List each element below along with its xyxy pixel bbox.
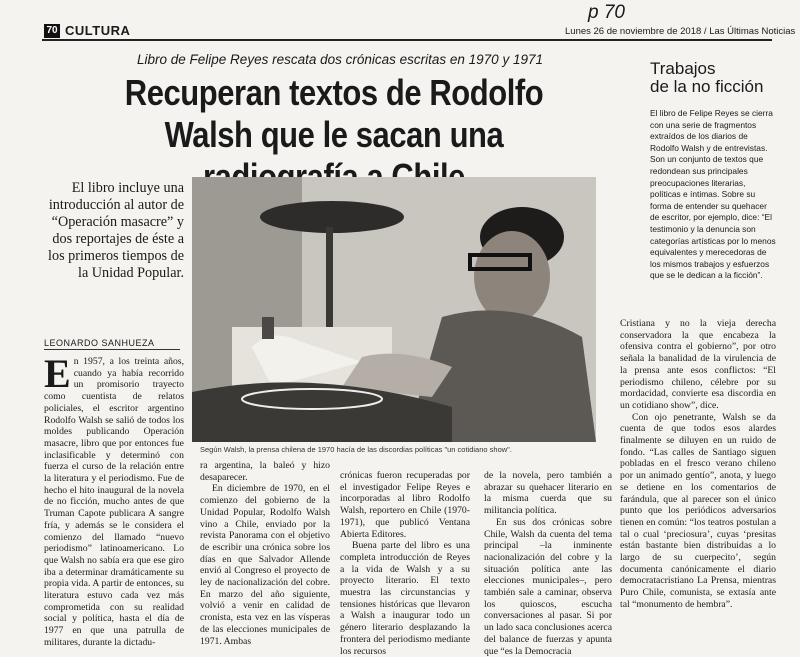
sidebar-body: El libro de Felipe Reyes se cierra con una serie de fragmentos extraídos de los diarios de Rodolfo Walsh y de entrevistas. Son un conjunto de textos que redondean sus principales preocupaciones literarias, políticas e íntimas. Sobre su forma de entender su quehacer de escritor, por ejemplo, dice: “El testimonio y la denuncia son categorías artísticas por lo menos equivalentes y merecedoras de los mismos trabajos y esfuerzos que se le dedican a la ficción”. bbox=[650, 108, 776, 281]
column-3-paragraph-2: Buena parte del libro es una completa introducción de Reyes a la vida de Walsh y a su proyecto literario. El texto muestra las circunstancias y tensiones históricas que llevaron a Walsh a inaugurar todo un género literario desplazando la frontera del periodismo mediante los recursos bbox=[340, 540, 470, 657]
body-column-5 bbox=[620, 318, 776, 611]
column-1-text: n 1957, a los treinta años, cuando ya había recorrido un promisorio trayecto como cuentista de relatos policiales, el escritor argentino Rodolfo Walsh se salió de todos los moldes publicando Operación masacre, libro que por entonces fue inclasificable y determinó con fuerza el curso de la relación entre la literatura y el periodismo. Fue de hecho el hito inaugural de la novela de no ficción, mucho antes de que Truman Capote publicara A sangre fría, y además se le considera el comienzo del llamado “nuevo periodismo” latinoamericano. Lo que Walsh no sabía era que ese giro iba a determinar dramáticamente su propia vida. A partir de entonces, su literatura estuvo cada vez más comprometida con su realidad social y política, hasta el día de 1977 en que una patrulla de militares, durante la dictadu- bbox=[44, 356, 184, 648]
handwritten-page-note: p 70 bbox=[588, 2, 625, 23]
drop-cap: E bbox=[44, 351, 71, 396]
section-label: CULTURA bbox=[65, 23, 131, 38]
article-kicker: Libro de Felipe Reyes rescata dos crónicas escritas en 1970 y 1971 bbox=[137, 52, 543, 67]
photo-caption: Según Walsh, la prensa chilena de 1970 hacía de las discordias políticas "un cotidiano show". bbox=[200, 445, 512, 454]
body-column-4 bbox=[484, 470, 612, 657]
sidebar-title bbox=[650, 60, 780, 96]
article-headline: Recuperan textos de Rodolfo Walsh que le sacan una bbox=[124, 72, 544, 155]
header-rule bbox=[42, 39, 772, 41]
sidebar-title-line1: Trabajos bbox=[650, 59, 716, 78]
photo-illustration bbox=[192, 177, 596, 442]
column-5-paragraph-2: Con ojo penetrante, Walsh se da cuenta de que todos esos alardes finalmente se diluyen en un ruido de fondo. “Las calles de Santiago siguen pobladas en el fresco verano chileno por un animado gentío”, anota, y luego se detiene en los comentarios de farándula, que al parecer son el único punto que los periódicos adversarios tienen en común: “los teatros postulan a tal o cual ‘preciosura’, cuyas ‘presitas están bastante bien distribuidas a lo largo de su cuerpecito’, según documenta canónicamente el diario democratacristiano La Prensa, mientras Puro Chile, comunista, se extasía ante tal “monumento de hembra”. bbox=[620, 411, 776, 610]
article-lead: El libro incluye una introducción al autor de “Operación masacre” y dos reportajes de éste a los primeros tiempos de la Unidad Popular. bbox=[48, 180, 184, 281]
column-4-paragraph-2: En sus dos crónicas sobre Chile, Walsh da cuenta del tema principal –la inminente nacionalización del cobre y la situación política ante las elecciones municipales–, pero también sale a caminar, observa los quioscos, escucha conversaciones al pasar. Si por un lado saca conclusiones acerca del balance de fuerzas y apunta que “es la Democracia bbox=[484, 516, 612, 657]
column-3-paragraph-1: crónicas fueron recuperadas por el investigador Felipe Reyes e incorporadas al libro Rodolfo Walsh, reportero en Chile (1970-1971), que publicó Ventana Abierta Editores. bbox=[340, 470, 470, 540]
column-4-paragraph-1: de la novela, pero también a abrazar su quehacer literario en la misma cuerda que su militancia política. bbox=[484, 470, 612, 517]
sidebar-title-line2: de la no ficción bbox=[650, 77, 764, 96]
byline-rule bbox=[44, 349, 180, 350]
body-column-1 bbox=[44, 351, 184, 649]
column-2-paragraph-1: ra argentina, la baleó y hizo desaparecer. bbox=[200, 460, 330, 483]
page-number-box: 70 bbox=[44, 24, 60, 38]
byline: LEONARDO SANHUEZA bbox=[44, 338, 155, 348]
column-2-paragraph-2: En diciembre de 1970, en el comienzo del gobierno de la Unidad Popular, Rodolfo Walsh vino a Chile, enviado por la revista Panorama con el objetivo de escribir una crónica sobre los días en que Salvador Allende envió al Congreso el proyecto de ley de nacionalización del cobre. En marzo del año siguiente, volvió a venir en calidad de cronista, esta vez en las vísperas de las elecciones municipales de 1971. Ambas bbox=[200, 483, 330, 647]
body-column-2 bbox=[200, 460, 330, 647]
body-column-3 bbox=[340, 470, 470, 657]
column-5-paragraph-1: Cristiana y no la vieja derecha conservadora la que encabeza la ofensiva contra el gobierno”, por otro señala la banalidad de la virulencia de la prensa ante esos conflictos: “El periodismo chileno, célebre por su mordacidad, convierte esa discordia en un cotidiano show”, dice. bbox=[620, 318, 776, 411]
date-source-line: Lunes 26 de noviembre de 2018 / Las Últimas Noticias bbox=[565, 26, 796, 37]
article-photo bbox=[192, 177, 596, 442]
